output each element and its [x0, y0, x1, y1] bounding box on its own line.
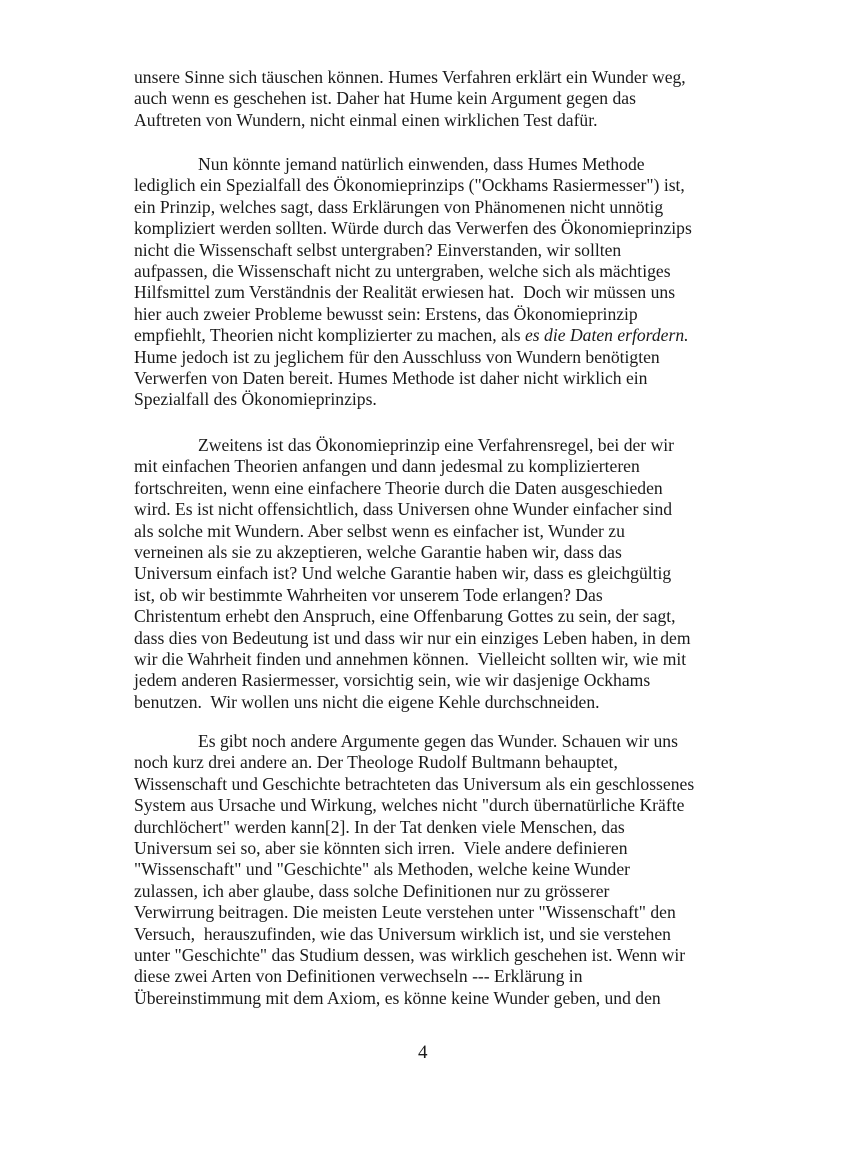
text-line [134, 584, 603, 606]
line-text: wir die Wahrheit finden und annehmen können. Vielleicht sollten wir, wie mit [134, 649, 687, 669]
line-text: Verwerfen von Daten bereit. Humes Methode ist daher nicht wirklich ein [134, 368, 648, 388]
text-line [134, 346, 660, 368]
line-text: jedem anderen Rasiermesser, vorsichtig sein, wie wir dasjenige Ockhams [134, 670, 651, 691]
line-text: wird. Es ist nicht offensichtlich, dass Universen ohne Wunder einfacher sind [134, 499, 673, 520]
line-text: verneinen als sie zu akzeptieren, welche Garantie haben wir, dass das [134, 542, 622, 562]
text-line [134, 260, 671, 282]
line-text: Versuch, herauszufinden, wie das Universum wirklich ist, und sie verstehen [134, 923, 671, 944]
text-line [134, 324, 689, 346]
text-line [134, 627, 691, 649]
text-line [134, 944, 685, 966]
line-text: Christentum erhebt den Anspruch, eine Offenbarung Gottes zu sein, der sagt, [134, 606, 676, 627]
text-line [134, 669, 650, 691]
line-text: diese zwei Arten von Definitionen verwechseln --- Erklärung in [134, 966, 583, 987]
line-text: auch wenn es geschehen ist. Daher hat Hume kein Argument gegen das [134, 88, 636, 109]
text-line [134, 837, 628, 859]
text-line [134, 303, 638, 325]
line-text: Hilfsmittel zum Verständnis der Realität erwiesen hat. Doch wir müssen uns [134, 282, 676, 303]
text-line [134, 66, 686, 88]
line-text: unsere Sinne sich täuschen können. Humes Verfahren erklärt ein Wunder weg, [134, 67, 686, 87]
line-text: zulassen, ich aber glaube, dass solche Definitionen nur zu grösserer [134, 880, 610, 901]
text-line [134, 367, 647, 389]
text-line [134, 816, 625, 838]
text-line [134, 965, 583, 987]
text-line [198, 153, 645, 175]
line-text: als solche mit Wundern. Aber selbst wenn es einfacher ist, Wunder zu [134, 520, 625, 541]
line-text: Universum sei so, aber sie könnten sich irren. Viele andere definieren [134, 838, 628, 858]
emphasis-text: es die Daten erfordern. [525, 325, 689, 346]
line-text: hier auch zweier Probleme bewusst sein: Erstens, das Ökonomieprinzip [134, 303, 638, 324]
text-line [134, 281, 675, 303]
text-line [134, 87, 636, 109]
text-line [134, 691, 600, 713]
line-text: Spezialfall des Ökonomieprinzips. [134, 389, 377, 410]
line-text: unter "Geschichte" das Studium dessen, was wirklich geschehen ist. Wenn wir [134, 945, 686, 965]
line-text: ist, ob wir bestimmte Wahrheiten vor unserem Tode erlangen? Das [134, 584, 603, 605]
line-text: Übereinstimmung mit dem Axiom, es könne keine Wunder geben, und den [134, 987, 661, 1008]
text-line [134, 541, 622, 563]
text-line [134, 388, 377, 410]
line-text: System aus Ursache und Wirkung, welches nicht "durch übernatürliche Kräfte [134, 795, 685, 816]
text-line [134, 174, 685, 196]
text-line [134, 901, 676, 923]
line-text: nicht die Wissenschaft selbst untergraben? Einverstanden, wir sollten [134, 239, 622, 260]
text-line [134, 794, 684, 816]
line-text: noch kurz drei andere an. Der Theologe Rudolf Bultmann behauptet, [134, 752, 618, 773]
line-text: durchlöchert" werden kann[2]. In der Tat denken viele Menschen, das [134, 816, 625, 837]
line-text: mit einfachen Theorien anfangen und dann jedesmal zu komplizierteren [134, 456, 640, 477]
text-line [134, 498, 672, 520]
text-line [134, 923, 671, 945]
line-text: Auftreten von Wundern, nicht einmal einen wirklichen Test dafür. [134, 109, 598, 130]
text-line [134, 217, 692, 239]
line-text: dass dies von Bedeutung ist und dass wir nur ein einziges Leben haben, in dem [134, 627, 691, 648]
line-text: "Wissenschaft" und "Geschichte" als Methoden, welche keine Wunder [134, 859, 631, 880]
line-text: Wissenschaft und Geschichte betrachteten das Universum als ein geschlossenes [134, 773, 695, 794]
text-line [198, 434, 674, 456]
line-text: benutzen. Wir wollen uns nicht die eigene Kehle durchschneiden. [134, 691, 600, 712]
line-text: Zweitens ist das Ökonomieprinzip eine Verfahrensregel, bei der wir [198, 435, 675, 455]
text-line [134, 858, 630, 880]
text-line [134, 880, 609, 902]
text-line [134, 987, 661, 1009]
page-number: 4 [418, 1042, 428, 1063]
text-line [134, 109, 598, 131]
text-line [134, 562, 671, 584]
text-line [134, 239, 621, 261]
text-line [134, 520, 625, 542]
text-line [198, 730, 678, 752]
line-text: fortschreiten, wenn eine einfachere Theorie durch die Daten ausgeschieden [134, 477, 663, 498]
text-line [134, 477, 663, 499]
text-line [134, 751, 618, 773]
line-text: empfiehlt, Theorien nicht komplizierter zu machen, als [134, 325, 525, 346]
line-text: ein Prinzip, welches sagt, dass Erklärungen von Phänomenen nicht unnötig [134, 196, 664, 217]
text-line [134, 773, 694, 795]
text-line [134, 455, 640, 477]
line-text: Verwirrung beitragen. Die meisten Leute verstehen unter "Wissenschaft" den [134, 902, 676, 923]
text-line [134, 648, 686, 670]
line-text: Hume jedoch ist zu jeglichem für den Ausschluss von Wundern benötigten [134, 346, 660, 367]
line-text: aufpassen, die Wissenschaft nicht zu untergraben, welche sich als mächtiges [134, 261, 671, 281]
line-text: kompliziert werden sollten. Würde durch das Verwerfen des Ökonomieprinzips [134, 218, 692, 239]
text-line [134, 196, 663, 218]
text-line [134, 605, 676, 627]
line-text: Es gibt noch andere Argumente gegen das Wunder. Schauen wir uns [198, 731, 678, 751]
line-text: lediglich ein Spezialfall des Ökonomieprinzips ("Ockhams Rasiermesser") ist, [134, 175, 685, 196]
line-text: Nun könnte jemand natürlich einwenden, dass Humes Methode [198, 154, 645, 174]
line-text: Universum einfach ist? Und welche Garantie haben wir, dass es gleichgültig [134, 563, 672, 584]
